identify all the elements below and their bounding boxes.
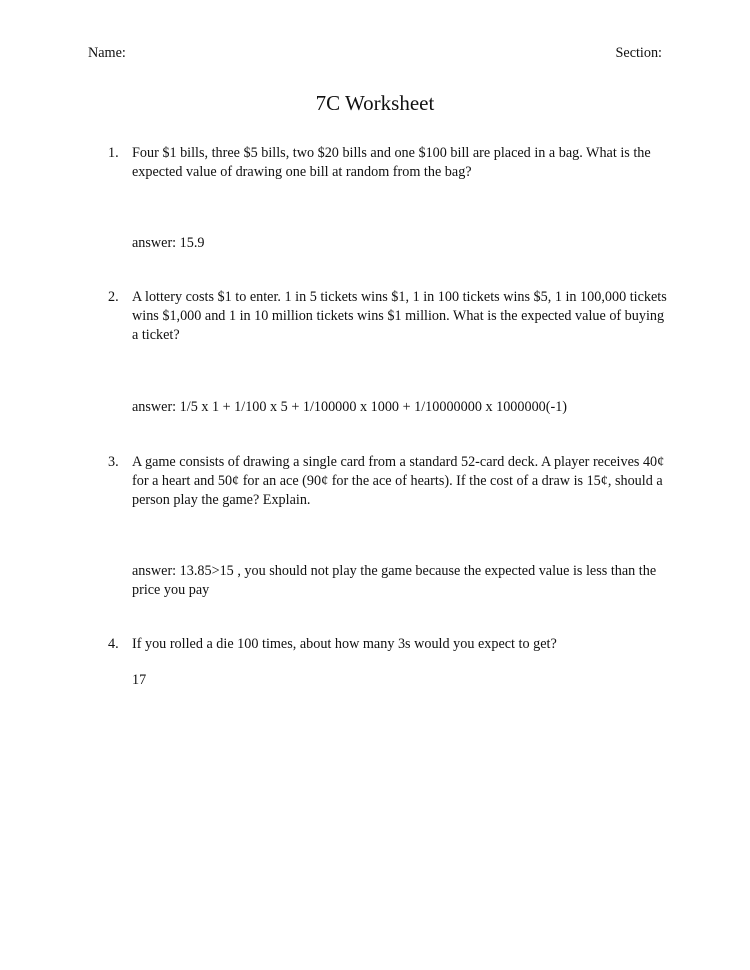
answer-1: answer: 15.9	[132, 235, 205, 251]
question-3-number: 3.	[108, 454, 119, 470]
question-3	[108, 453, 672, 510]
section-label: Section:	[615, 45, 662, 61]
answer-2: answer: 1/5 x 1 + 1/100 x 5 + 1/100000 x 1000 + 1/10000000 x 1000000(-1)	[132, 399, 568, 415]
question-2-number: 2.	[108, 289, 119, 305]
question-1	[108, 144, 672, 182]
page-title: 7C Worksheet	[315, 91, 435, 115]
question-1-number: 1.	[108, 145, 119, 161]
question-4-text: If you rolled a die 100 times, about how many 3s would you expect to get?	[132, 636, 557, 652]
question-2	[108, 288, 672, 345]
question-3-text: A game consists of drawing a single card from a standard 52-card deck. A player receives 40¢ for a heart and 50¢ for an ace (90¢ for the ace of hearts). If the cost of a draw is 15¢, should a person play the game? Explain.	[132, 454, 665, 508]
name-label: Name:	[88, 45, 126, 61]
question-2-text: A lottery costs $1 to enter. 1 in 5 tickets wins $1, 1 in 100 tickets wins $5, 1 in 100,000 tickets wins $1,000 and 1 in 10 million tickets wins $1 million. What is the expected value of buying a ticket?	[132, 289, 667, 343]
question-4-number: 4.	[108, 636, 119, 652]
answer-3: answer: 13.85>15 , you should not play the game because the expected value is less than the price you pay	[132, 563, 657, 598]
answer-4: 17	[132, 672, 147, 688]
question-1-text: Four $1 bills, three $5 bills, two $20 bills and one $100 bill are placed in a bag. What is the expected value of drawing one bill at random from the bag?	[132, 145, 651, 180]
question-4	[108, 635, 672, 654]
